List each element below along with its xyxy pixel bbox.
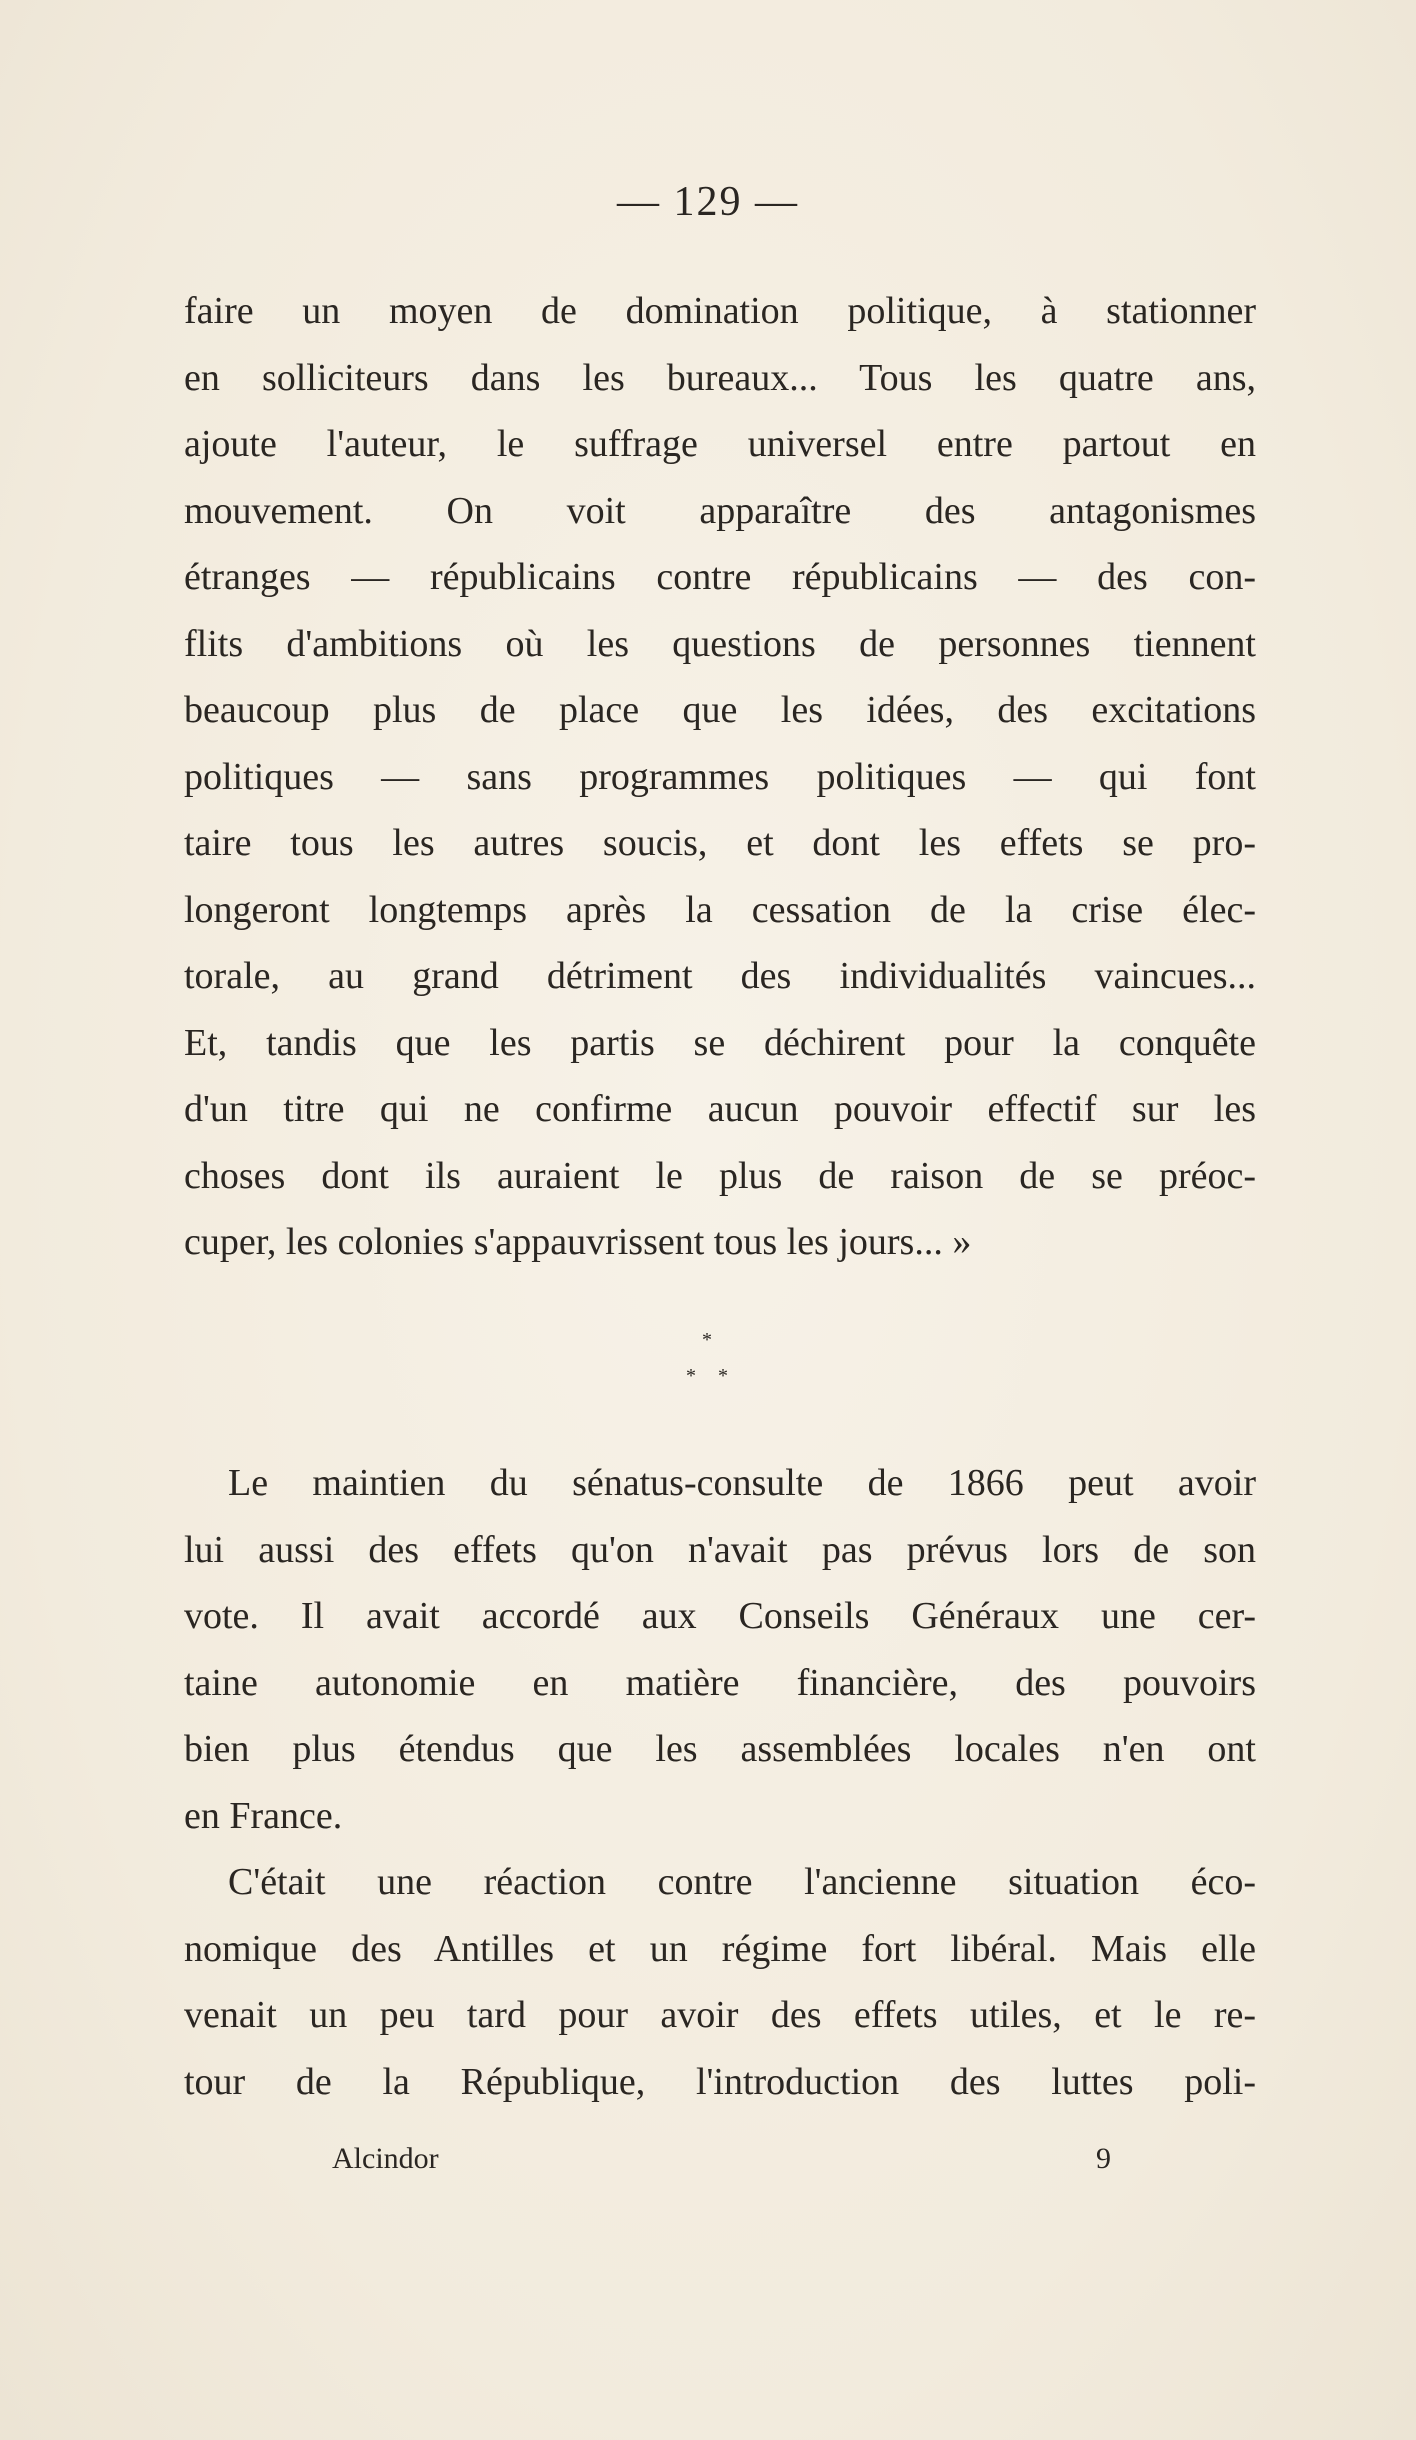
text-line: faire un moyen de domination politique, à stationner xyxy=(184,290,1256,332)
text-line: lui aussi des effets qu'on n'avait pas prévus lors de son xyxy=(184,1528,1256,1571)
text-line: flits d'ambitions où les questions de personnes tiennent xyxy=(184,622,1256,665)
printer-signature xyxy=(0,2142,1416,2182)
text-line: choses dont ils auraient le plus de raison de se préoc- xyxy=(184,1154,1256,1197)
page-number: — 129 — xyxy=(617,179,799,225)
signature-author: Alcindor xyxy=(332,2142,439,2175)
paragraph-quote xyxy=(184,278,1256,1276)
text-line: tour de la République, l'introduction des luttes poli- xyxy=(184,2060,1256,2103)
text-line: ajoute l'auteur, le suffrage universel entre partout en xyxy=(184,423,1256,465)
text-line: vote. Il avait accordé aux Conseils Généraux une cer- xyxy=(184,1595,1256,1637)
asterism-star: * xyxy=(702,1329,712,1351)
text-line: en solliciteurs dans les bureaux... Tous les quatre ans, xyxy=(184,356,1256,399)
paragraph-senatus-consulte xyxy=(184,1450,1256,2115)
text-line: Et, tandis que les partis se déchirent pour la conquête xyxy=(184,1021,1256,1064)
text-line: d'un titre qui ne confirme aucun pouvoir effectif sur les xyxy=(184,1088,1256,1130)
text-line: longeront longtemps après la cessation de la crise élec- xyxy=(184,888,1256,931)
signature-number: 9 xyxy=(1096,2142,1111,2175)
text-line: taine autonomie en matière financière, des pouvoirs xyxy=(184,1661,1256,1704)
text-line: Le maintien du sénatus-consulte de 1866 peut avoir xyxy=(228,1462,1256,1504)
text-line: bien plus étendus que les assemblées locales n'en ont xyxy=(184,1728,1256,1770)
asterism-star: * xyxy=(686,1365,696,1387)
text-line: venait un peu tard pour avoir des effets utiles, et le re- xyxy=(184,1994,1256,2036)
text-line: nomique des Antilles et un régime fort libéral. Mais elle xyxy=(184,1927,1256,1970)
text-line: en France. xyxy=(184,1794,343,1837)
asterism-star: * xyxy=(718,1365,728,1387)
text-line: cuper, les colonies s'appauvrissent tous les jours... » xyxy=(184,1221,972,1263)
text-line: politiques — sans programmes politiques — qui font xyxy=(184,755,1256,798)
text-line: taire tous les autres soucis, et dont les effets se pro- xyxy=(184,822,1256,864)
text-line: mouvement. On voit apparaître des antagonismes xyxy=(184,489,1256,532)
text-line: C'était une réaction contre l'ancienne situation éco- xyxy=(228,1861,1256,1903)
text-line: beaucoup plus de place que les idées, des excitations xyxy=(184,689,1256,731)
text-line: torale, au grand détriment des individualités vaincues... xyxy=(184,955,1256,997)
text-line: étranges — républicains contre républicains — des con- xyxy=(184,556,1256,598)
